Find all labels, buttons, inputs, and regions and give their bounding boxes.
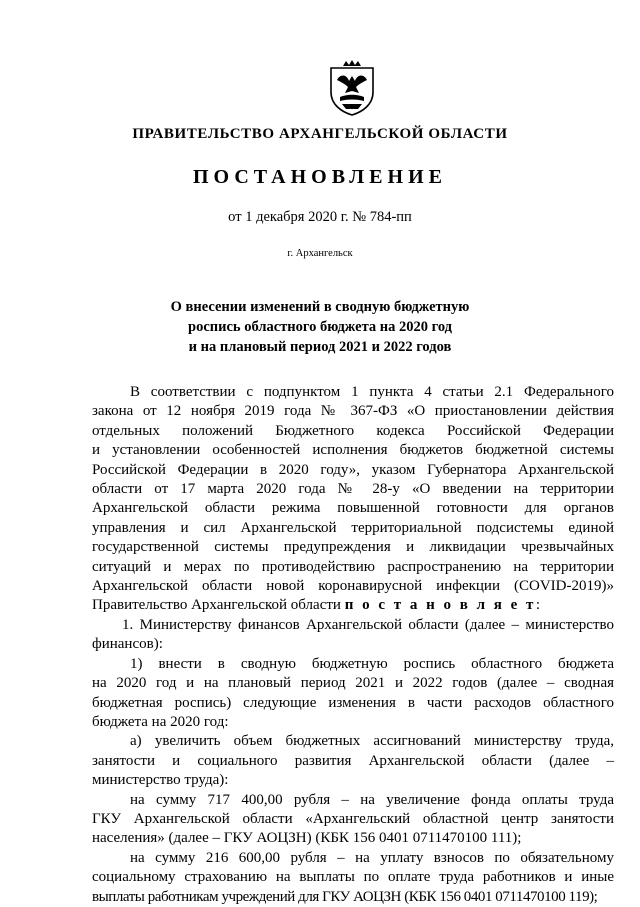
body-line: а) увеличить объем бюджетных ассигнований министерству труда, <box>130 733 614 750</box>
body-line: Архангельской области режима повышенной готовности для органов <box>92 500 614 517</box>
body-line: 1. Министерству финансов Архангельской области (далее – министерство <box>122 616 614 633</box>
body-line: бюджета на 2020 год: <box>92 713 229 730</box>
body-line: Архангельской области новой коронавирусной инфекции (COVID-2019)» <box>92 578 614 595</box>
body-line: на сумму 216 600,00 рубля – на уплату взносов по обязательному <box>130 849 614 866</box>
body-line: выплаты работникам учреждений для ГКУ АОЦЗН (КБК 156 0401 0711470100 119); <box>92 888 598 905</box>
subject-line: О внесении изменений в сводную бюджетную <box>170 299 470 315</box>
body-line: на 2020 год и на плановый период 2021 и 2022 годов (далее – сводная <box>92 675 614 692</box>
body-line: бюджетная роспись) следующие изменения в части расходов областного <box>92 694 614 711</box>
document-city: г. Архангельск <box>287 248 353 259</box>
body-line: финансов): <box>92 636 163 653</box>
government-title: ПРАВИТЕЛЬСТВО АРХАНГЕЛЬСКОЙ ОБЛАСТИ <box>132 126 508 142</box>
coat-of-arms-emblem <box>327 60 377 116</box>
body-line: занятости и социального развития Архангельской области (далее – <box>92 752 614 769</box>
subject-line: и на плановый период 2021 и 2022 годов <box>188 339 452 355</box>
body-line: министерство труда): <box>92 772 229 789</box>
body-line: закона от 12 ноября 2019 года № 367-ФЗ «О приостановлении действия <box>92 403 614 420</box>
body-line: Российской Федерации в 2020 году», указом Губернатора Архангельской <box>92 461 614 478</box>
document-date-number: от 1 декабря 2020 г. № 784-пп <box>228 209 412 225</box>
body-line: государственной системы предупреждения и ликвидации чрезвычайных <box>92 539 614 556</box>
body-line: отдельных положений Бюджетного кодекса Российской Федерации <box>92 422 614 439</box>
body-line-decree <box>92 596 614 615</box>
decree-word: п о с т а н о в л я е т <box>344 597 536 614</box>
subject-line: роспись областного бюджета на 2020 год <box>188 319 452 335</box>
body-line: и установлении особенностей исполнения бюджетов бюджетной системы <box>92 442 614 459</box>
body-line: ГКУ Архангельской области «Архангельский областной центр занятости <box>92 810 614 827</box>
body-line: 1) внести в сводную бюджетную роспись областного бюджета <box>130 655 614 672</box>
document-body <box>92 383 614 907</box>
document-subject <box>0 297 640 357</box>
body-line: социальному страхованию на выплаты по оплате труда работников и иные <box>92 869 614 886</box>
body-line: на сумму 717 400,00 рубля – на увеличение фонда оплаты труда <box>130 791 614 808</box>
body-line: населения» (далее – ГКУ АОЦЗН) (КБК 156 0401 0711470100 111); <box>92 830 522 847</box>
body-line: ситуаций и мерах по противодействию распространению на территории <box>92 558 614 575</box>
body-line: области от 17 марта 2020 года № 28-у «О введении на территории <box>92 481 614 498</box>
decree-suffix: : <box>535 597 541 614</box>
body-line: Правительство Архангельской области <box>92 597 345 614</box>
body-line: управления и сил Архангельской территориальной подсистемы единой <box>92 519 614 536</box>
body-line: В соответствии с подпунктом 1 пункта 4 статьи 2.1 Федерального <box>130 384 614 400</box>
document-type: ПОСТАНОВЛЕНИЕ <box>193 166 447 188</box>
